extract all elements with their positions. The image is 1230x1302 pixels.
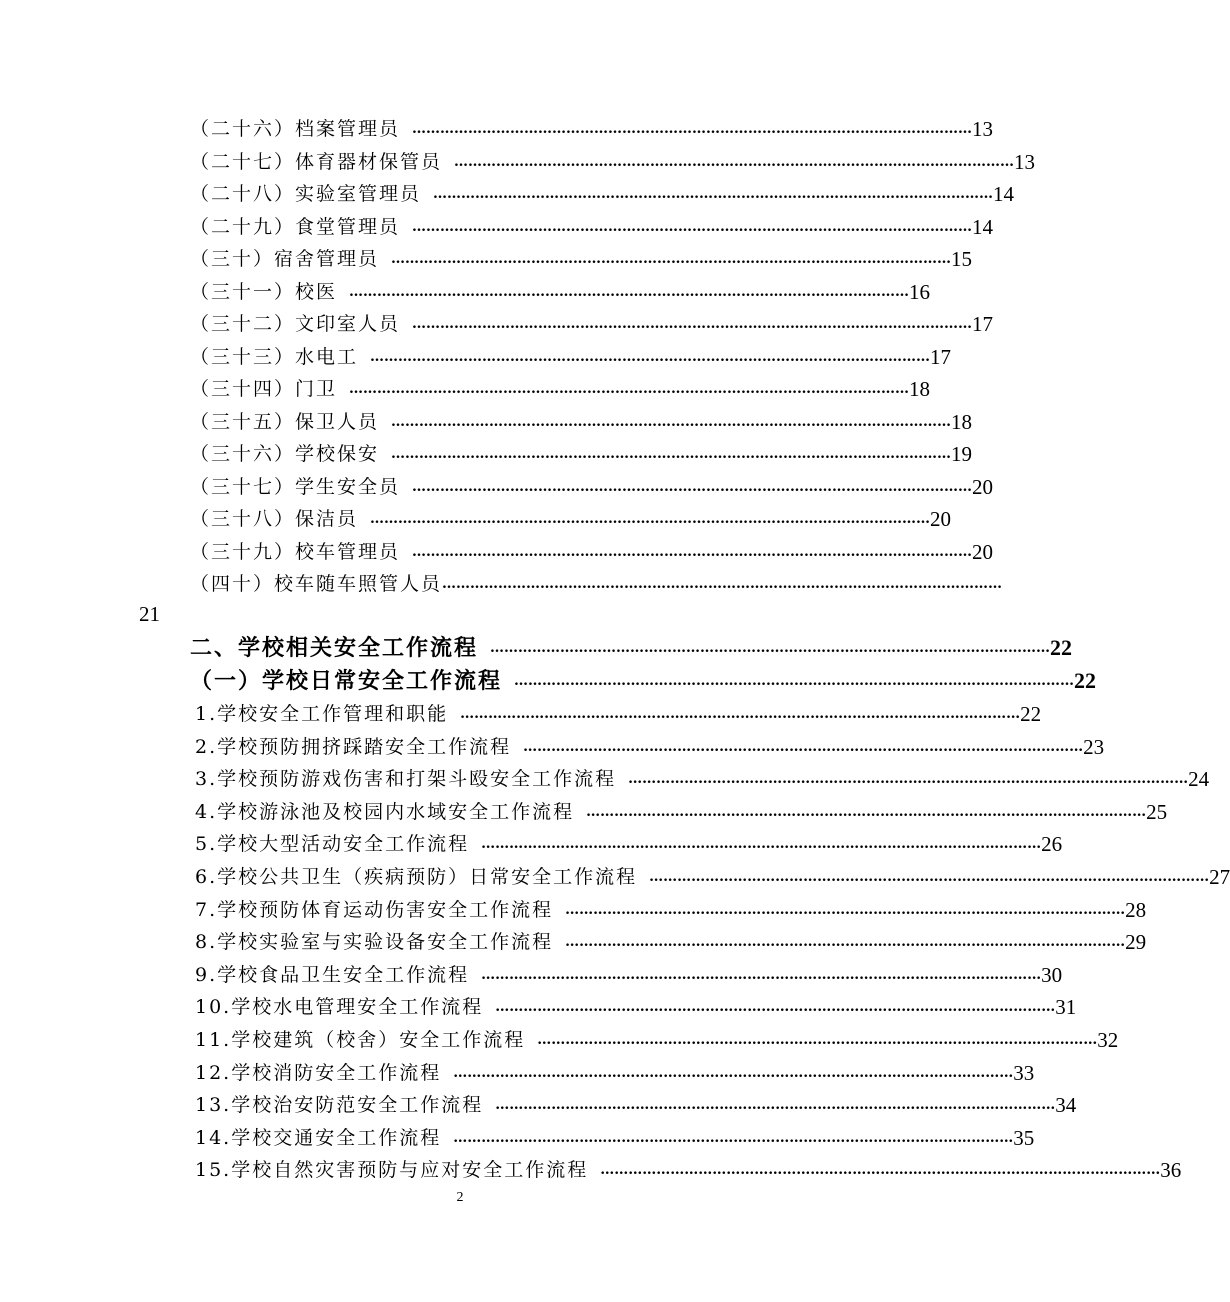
toc-entry-label: （三十一）校医 — [190, 281, 338, 303]
toc-section-heading[interactable] — [190, 632, 1073, 664]
toc-entry-page-number: 25 — [1146, 800, 1168, 824]
toc-entry-label: 15.学校自然灾害预防与应对安全工作流程 — [195, 1159, 589, 1181]
toc-entry-procedure[interactable] — [195, 1122, 1035, 1154]
toc-entry-procedure[interactable] — [195, 959, 1063, 991]
toc-entry-role[interactable] — [190, 146, 1036, 178]
dot-leader: ………………………………………………………………………………………………………… — [454, 154, 1015, 170]
dot-leader: ………………………………………………………………………………………………………… — [349, 381, 910, 397]
toc-entry-label: 11.学校建筑（校舍）安全工作流程 — [195, 1029, 526, 1051]
toc-entry-label: 3.学校预防游戏伤害和打架斗殴安全工作流程 — [195, 768, 617, 790]
dot-leader: ………………………………………………………………………………………………………… — [628, 771, 1189, 787]
toc-entry-procedure[interactable] — [195, 1057, 1035, 1089]
page-number: 2 — [456, 1190, 464, 1205]
toc-entry-label: 二、学校相关安全工作流程 — [190, 635, 479, 661]
wrapped-entry-page-number: 21 — [139, 602, 160, 626]
dot-leader: ………………………………………………………………………………………………………… — [481, 836, 1042, 852]
toc-entry-label: 14.学校交通安全工作流程 — [195, 1127, 442, 1149]
dot-leader: ………………………………………………………………………………………………………… — [412, 544, 973, 560]
dot-leader: ………………………………………………………………………………………………………… — [565, 902, 1126, 918]
dot-leader: ………………………………………………………………………………………………………… — [586, 804, 1147, 820]
dot-leader: ………………………………………………………………………………………………………… — [523, 739, 1084, 755]
toc-entry-procedure[interactable] — [195, 1154, 1182, 1186]
dot-leader: ………………………………………………………………………………………………………… — [391, 251, 952, 267]
toc-entry-label: 12.学校消防安全工作流程 — [195, 1062, 442, 1084]
toc-entry-role[interactable] — [190, 406, 973, 438]
toc-entry-label: 1.学校安全工作管理和职能 — [195, 703, 449, 725]
dot-leader: ………………………………………………………………………………………………………… — [412, 316, 973, 332]
toc-entry-role[interactable] — [190, 341, 952, 373]
dot-leader: ………………………………………………………………………………………………………… — [412, 219, 973, 235]
toc-entry-procedure[interactable] — [195, 1024, 1119, 1056]
toc-entry-page-number: 35 — [1013, 1126, 1035, 1150]
toc-entry-page-number: 34 — [1055, 1093, 1077, 1117]
toc-entry-page-number: 31 — [1055, 995, 1077, 1019]
toc-entry-procedure[interactable] — [195, 991, 1077, 1023]
dot-leader: ………………………………………………………………………………………………………… — [600, 1162, 1161, 1178]
toc-entry-procedure[interactable] — [195, 763, 1210, 795]
toc-entry-page-number: 14 — [993, 182, 1015, 206]
toc-entry-label: 7.学校预防体育运动伤害安全工作流程 — [195, 899, 554, 921]
toc-entry-page-number: 28 — [1125, 898, 1147, 922]
toc-entry-label: （四十）校车随车照管人员 — [190, 573, 443, 595]
toc-entry-page-number: 17 — [972, 312, 994, 336]
toc-entry-label: （三十五）保卫人员 — [190, 411, 380, 433]
toc-entry-label: （二十六）档案管理员 — [190, 118, 401, 140]
toc-entry-role[interactable] — [190, 178, 1015, 210]
toc-entry-page-number: 17 — [930, 345, 952, 369]
toc-entry-procedure[interactable] — [195, 796, 1168, 828]
dot-leader: ………………………………………………………………………………………………………… — [495, 999, 1056, 1015]
toc-entry-label: 10.学校水电管理安全工作流程 — [195, 996, 484, 1018]
toc-entry-role[interactable] — [190, 113, 994, 145]
toc-entry-procedure[interactable] — [195, 894, 1147, 926]
toc-entry-page-number: 33 — [1013, 1061, 1035, 1085]
dot-leader: ………………………………………………………………………………………………………… — [412, 479, 973, 495]
dot-leader: ………………………………………………………………………………………………………… — [442, 576, 1003, 592]
toc-entry-procedure[interactable] — [195, 861, 1230, 893]
toc-entry-label: 13.学校治安防范安全工作流程 — [195, 1094, 484, 1116]
toc-entry-page-number: 15 — [951, 247, 973, 271]
toc-entry-page-number: 18 — [951, 410, 973, 434]
toc-entry-page-number: 22 — [1020, 702, 1042, 726]
toc-entry-procedure[interactable] — [195, 828, 1063, 860]
toc-entry-role[interactable] — [190, 373, 931, 405]
toc-entry-label: （二十七）体育器材保管员 — [190, 151, 443, 173]
toc-entry-page-number: 20 — [972, 540, 994, 564]
toc-entry-page-number: 24 — [1188, 767, 1210, 791]
toc-subsection-heading[interactable] — [190, 665, 1097, 697]
toc-entry-page-number: 16 — [909, 280, 931, 304]
toc-entry-page-number: 20 — [930, 507, 952, 531]
toc-entry-role[interactable] — [190, 308, 994, 340]
dot-leader: ………………………………………………………………………………………………………… — [460, 706, 1021, 722]
dot-leader: ………………………………………………………………………………………………………… — [453, 1065, 1014, 1081]
toc-entry-page-number: 20 — [972, 475, 994, 499]
toc-entry-page-number: 22 — [1074, 668, 1097, 693]
toc-entry-label: 4.学校游泳池及校园内水域安全工作流程 — [195, 801, 575, 823]
toc-entry-role[interactable] — [190, 211, 994, 243]
dot-leader: ………………………………………………………………………………………………………… — [453, 1130, 1014, 1146]
toc-entry-page-number: 27 — [1209, 865, 1230, 889]
toc-entry-page-number: 14 — [972, 215, 994, 239]
toc-entry-role-wrapped[interactable] — [190, 568, 1003, 600]
dot-leader: ………………………………………………………………………………………………………… — [370, 511, 931, 527]
toc-entry-page-number: 13 — [972, 117, 994, 141]
toc-entry-label: 8.学校实验室与实验设备安全工作流程 — [195, 931, 554, 953]
dot-leader: ………………………………………………………………………………………………………… — [433, 186, 994, 202]
toc-entry-page-number: 13 — [1014, 150, 1036, 174]
toc-entry-label: （一）学校日常安全工作流程 — [190, 668, 503, 694]
dot-leader: ………………………………………………………………………………………………………… — [391, 446, 952, 462]
dot-leader: ………………………………………………………………………………………………………… — [495, 1097, 1056, 1113]
toc-entry-role[interactable] — [190, 471, 994, 503]
dot-leader: ………………………………………………………………………………………………………… — [537, 1032, 1098, 1048]
toc-entry-role[interactable] — [190, 243, 973, 275]
toc-entry-page-number: 22 — [1050, 635, 1073, 660]
toc-entry-role[interactable] — [190, 276, 931, 308]
toc-entry-label: （二十九）食堂管理员 — [190, 216, 401, 238]
toc-entry-procedure[interactable] — [195, 926, 1147, 958]
toc-entry-label: （三十四）门卫 — [190, 378, 338, 400]
toc-entry-label: （三十）宿舍管理员 — [190, 248, 380, 270]
toc-entry-label: （三十六）学校保安 — [190, 443, 380, 465]
dot-leader: ………………………………………………………………………………………………………… — [565, 934, 1126, 950]
dot-leader: ………………………………………………………………………………………………………… — [649, 869, 1210, 885]
toc-entry-page-number: 29 — [1125, 930, 1147, 954]
toc-entry-label: 5.学校大型活动安全工作流程 — [195, 833, 470, 855]
dot-leader: ………………………………………………………………………………………………………… — [349, 284, 910, 300]
toc-entry-label: （三十三）水电工 — [190, 346, 359, 368]
toc-entry-role[interactable] — [190, 503, 952, 535]
toc-entry-label: 6.学校公共卫生（疾病预防）日常安全工作流程 — [195, 866, 638, 888]
dot-leader: ………………………………………………………………………………………………………… — [481, 967, 1042, 983]
toc-entry-procedure[interactable] — [195, 1089, 1077, 1121]
toc-entry-page-number: 18 — [909, 377, 931, 401]
toc-entry-role[interactable] — [190, 438, 973, 470]
dot-leader: ………………………………………………………………………………………………………… — [490, 640, 1051, 656]
dot-leader: ………………………………………………………………………………………………………… — [370, 349, 931, 365]
toc-entry-page-number: 36 — [1160, 1158, 1182, 1182]
toc-entry-page-number: 30 — [1041, 963, 1063, 987]
dot-leader: ………………………………………………………………………………………………………… — [514, 673, 1075, 689]
toc-entry-page-number: 32 — [1097, 1028, 1119, 1052]
toc-entry-label: 2.学校预防拥挤踩踏安全工作流程 — [195, 736, 512, 758]
toc-entry-label: （三十二）文印室人员 — [190, 313, 401, 335]
toc-entry-procedure[interactable] — [195, 698, 1042, 730]
toc-entry-label: （三十八）保洁员 — [190, 508, 359, 530]
dot-leader: ………………………………………………………………………………………………………… — [412, 121, 973, 137]
toc-entry-page-number: 23 — [1083, 735, 1105, 759]
toc-entry-page-number: 19 — [951, 442, 973, 466]
dot-leader: ………………………………………………………………………………………………………… — [391, 414, 952, 430]
toc-entry-role[interactable] — [190, 536, 994, 568]
toc-entry-label: （二十八）实验室管理员 — [190, 183, 422, 205]
toc-entry-procedure[interactable] — [195, 731, 1105, 763]
toc-entry-label: 9.学校食品卫生安全工作流程 — [195, 964, 470, 986]
toc-entry-page-number: 26 — [1041, 832, 1063, 856]
toc-entry-label: （三十七）学生安全员 — [190, 476, 401, 498]
toc-entry-label: （三十九）校车管理员 — [190, 541, 401, 563]
